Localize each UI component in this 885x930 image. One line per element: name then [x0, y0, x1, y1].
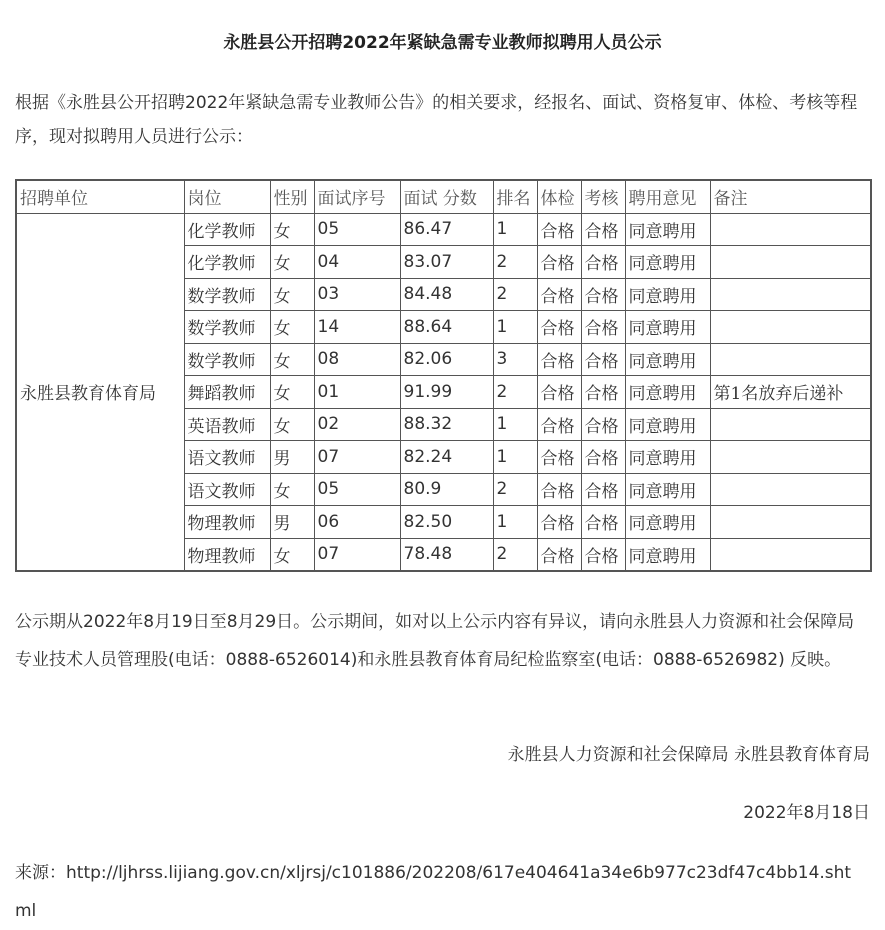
article-title: 永胜县公开招聘2022年紧缺急需专业教师拟聘用人员公示 — [223, 33, 662, 53]
cell-seq: 14 — [314, 311, 400, 344]
cell-seq: 03 — [314, 278, 400, 311]
cell-score: 83.07 — [400, 246, 493, 279]
cell-note — [710, 343, 871, 376]
cell-exam: 合格 — [537, 441, 581, 474]
cell-note — [710, 213, 871, 246]
cell-rank: 1 — [493, 213, 537, 246]
header-note: 备注 — [710, 180, 871, 213]
cell-exam: 合格 — [537, 376, 581, 409]
cell-note — [710, 311, 871, 344]
cell-score: 86.47 — [400, 213, 493, 246]
hire-roster-table — [15, 179, 872, 572]
cell-assess: 合格 — [581, 538, 625, 571]
cell-seq: 05 — [314, 213, 400, 246]
cell-assess: 合格 — [581, 506, 625, 539]
cell-post: 化学教师 — [184, 213, 270, 246]
cell-assess: 合格 — [581, 213, 625, 246]
cell-rank: 2 — [493, 473, 537, 506]
cell-note — [710, 473, 871, 506]
cell-rank: 1 — [493, 441, 537, 474]
cell-gender: 女 — [270, 473, 314, 506]
signature: 永胜县人力资源和社会保障局 永胜县教育体育局 — [507, 745, 870, 765]
cell-assess: 合格 — [581, 408, 625, 441]
cell-exam: 合格 — [537, 538, 581, 571]
cell-gender: 女 — [270, 213, 314, 246]
cell-post: 舞蹈教师 — [184, 376, 270, 409]
header-rank: 排名 — [493, 180, 537, 213]
cell-score: 84.48 — [400, 278, 493, 311]
cell-score: 88.32 — [400, 408, 493, 441]
cell-opinion: 同意聘用 — [625, 538, 710, 571]
cell-gender: 男 — [270, 441, 314, 474]
header-assess: 考核 — [581, 180, 625, 213]
cell-rank: 2 — [493, 538, 537, 571]
cell-score: 82.06 — [400, 343, 493, 376]
table-body — [16, 213, 871, 571]
cell-gender: 女 — [270, 278, 314, 311]
cell-opinion: 同意聘用 — [625, 506, 710, 539]
cell-rank: 1 — [493, 311, 537, 344]
cell-opinion: 同意聘用 — [625, 213, 710, 246]
cell-post: 数学教师 — [184, 311, 270, 344]
cell-assess: 合格 — [581, 473, 625, 506]
header-post: 岗位 — [184, 180, 270, 213]
cell-seq: 04 — [314, 246, 400, 279]
cell-note — [710, 441, 871, 474]
cell-assess: 合格 — [581, 311, 625, 344]
cell-post: 物理教师 — [184, 538, 270, 571]
cell-opinion: 同意聘用 — [625, 278, 710, 311]
header-row — [16, 180, 871, 213]
cell-seq: 05 — [314, 473, 400, 506]
header-unit: 招聘单位 — [16, 180, 184, 213]
cell-exam: 合格 — [537, 213, 581, 246]
cell-score: 80.9 — [400, 473, 493, 506]
intro-paragraph: 根据《永胜县公开招聘2022年紧缺急需专业教师公告》的相关要求，经报名、面试、资格复审、体检、考核等程序，现对拟聘用人员进行公示： — [15, 93, 858, 147]
cell-gender: 女 — [270, 408, 314, 441]
cell-post: 语文教师 — [184, 473, 270, 506]
cell-exam: 合格 — [537, 506, 581, 539]
header-exam: 体检 — [537, 180, 581, 213]
cell-opinion: 同意聘用 — [625, 408, 710, 441]
cell-note: 第1名放弃后递补 — [710, 376, 871, 409]
issue-date: 2022年8月18日 — [743, 803, 870, 823]
cell-rank: 3 — [493, 343, 537, 376]
cell-opinion: 同意聘用 — [625, 376, 710, 409]
cell-opinion: 同意聘用 — [625, 441, 710, 474]
cell-gender: 女 — [270, 246, 314, 279]
header-opinion: 聘用意见 — [625, 180, 710, 213]
cell-assess: 合格 — [581, 278, 625, 311]
cell-score: 91.99 — [400, 376, 493, 409]
cell-note — [710, 506, 871, 539]
cell-post: 数学教师 — [184, 278, 270, 311]
cell-assess: 合格 — [581, 376, 625, 409]
cell-assess: 合格 — [581, 441, 625, 474]
cell-opinion: 同意聘用 — [625, 343, 710, 376]
cell-seq: 01 — [314, 376, 400, 409]
cell-seq: 08 — [314, 343, 400, 376]
cell-gender: 女 — [270, 538, 314, 571]
cell-rank: 2 — [493, 376, 537, 409]
cell-gender: 女 — [270, 376, 314, 409]
cell-exam: 合格 — [537, 343, 581, 376]
cell-post: 化学教师 — [184, 246, 270, 279]
notice-paragraph: 公示期从2022年8月19日至8月29日。公示期间，如对以上公示内容有异议，请向永胜县人力资源和社会保障局专业技术人员管理股(电话：0888-6526014)和永胜县教育体育局纪检监察室(电话：0888-6526982) 反映。 — [15, 612, 855, 670]
cell-rank: 2 — [493, 278, 537, 311]
cell-unit: 永胜县教育体育局 — [16, 213, 184, 571]
header-score: 面试 分数 — [400, 180, 493, 213]
header-seq: 面试序号 — [314, 180, 400, 213]
cell-note — [710, 278, 871, 311]
cell-exam: 合格 — [537, 311, 581, 344]
cell-score: 88.64 — [400, 311, 493, 344]
cell-post: 物理教师 — [184, 506, 270, 539]
cell-opinion: 同意聘用 — [625, 246, 710, 279]
cell-rank: 1 — [493, 408, 537, 441]
cell-score: 82.50 — [400, 506, 493, 539]
cell-gender: 女 — [270, 311, 314, 344]
cell-gender: 男 — [270, 506, 314, 539]
cell-score: 78.48 — [400, 538, 493, 571]
cell-exam: 合格 — [537, 408, 581, 441]
table-header — [16, 180, 871, 213]
cell-post: 数学教师 — [184, 343, 270, 376]
cell-assess: 合格 — [581, 246, 625, 279]
cell-rank: 2 — [493, 246, 537, 279]
source-link[interactable]: 来源：http://ljhrss.lijiang.gov.cn/xljrsj/c101886/202208/617e404641a34e6b977c23df47c4bb14.shtml — [15, 863, 852, 921]
cell-seq: 07 — [314, 538, 400, 571]
header-gender: 性别 — [270, 180, 314, 213]
cell-note — [710, 538, 871, 571]
cell-post: 英语教师 — [184, 408, 270, 441]
cell-seq: 07 — [314, 441, 400, 474]
cell-exam: 合格 — [537, 278, 581, 311]
cell-note — [710, 408, 871, 441]
cell-assess: 合格 — [581, 343, 625, 376]
cell-exam: 合格 — [537, 473, 581, 506]
table-row — [16, 213, 871, 246]
cell-rank: 1 — [493, 506, 537, 539]
cell-exam: 合格 — [537, 246, 581, 279]
cell-score: 82.24 — [400, 441, 493, 474]
cell-post: 语文教师 — [184, 441, 270, 474]
cell-opinion: 同意聘用 — [625, 473, 710, 506]
cell-gender: 女 — [270, 343, 314, 376]
cell-opinion: 同意聘用 — [625, 311, 710, 344]
cell-seq: 06 — [314, 506, 400, 539]
cell-note — [710, 246, 871, 279]
cell-seq: 02 — [314, 408, 400, 441]
